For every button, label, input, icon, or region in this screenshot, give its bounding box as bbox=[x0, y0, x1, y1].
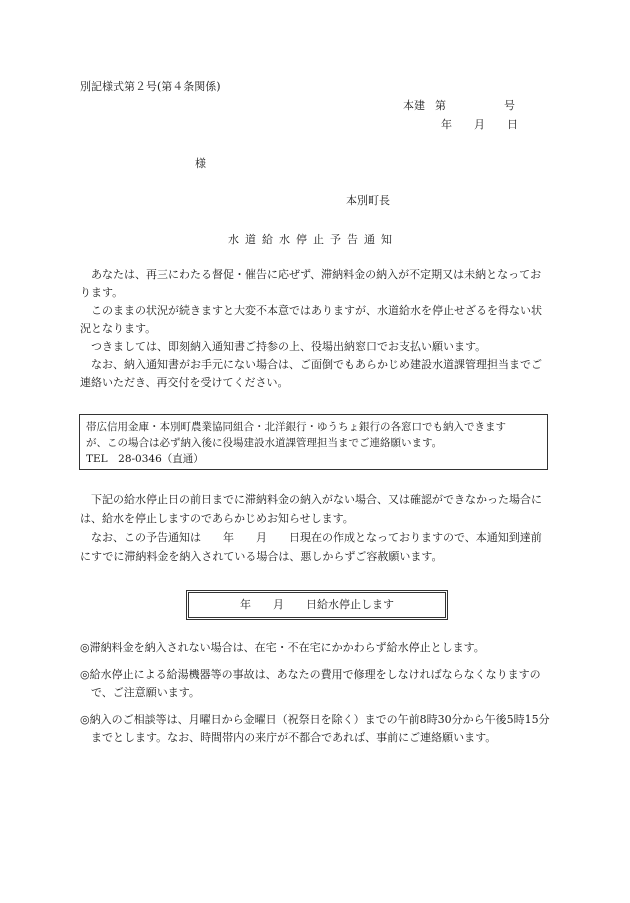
notice-section bbox=[80, 490, 550, 566]
form-label: 別記様式第２号(第４条関係) bbox=[80, 80, 221, 93]
intro-section bbox=[80, 266, 550, 392]
intro-paragraph: このままの状況が続きますと大変不本意ではありますが、水道給水を停止せざるを得ない状況となります。 bbox=[80, 304, 542, 335]
note-item: ◎給水停止による給湯機器等の事故は、あなたの費用で修理をしなければならなくなりますので、ご注意願います。 bbox=[80, 668, 541, 699]
intro-paragraph: つきましては、即刻納入通知書ご持参の上、役場出納窓口でお支払い願います。 bbox=[91, 340, 487, 353]
doc-number bbox=[403, 97, 515, 115]
sender: 本別町長 bbox=[346, 194, 390, 207]
document-title: 水道給水停止予告通知 bbox=[228, 233, 398, 246]
issue-date bbox=[441, 116, 518, 134]
contact-tel: TEL 28-0346（直通） bbox=[86, 453, 204, 465]
addressee: 様 bbox=[195, 157, 206, 170]
bank-line-1: 帯広信用金庫・本別町農業協同組合・北洋銀行・ゆうちょ銀行の各窓口でも納入できます bbox=[86, 421, 506, 433]
doc-number-prefix: 本建 bbox=[403, 99, 425, 112]
payment-locations-box bbox=[79, 414, 548, 470]
notice-paragraph: 下記の給水停止日の前日までに滞納料金の納入がない場合、又は確認ができなかった場合には、給水を停止しますのであらかじめお知らせします。 bbox=[80, 493, 542, 525]
stop-date-text: 年 月 日給水停止します bbox=[240, 598, 394, 611]
date-year: 年 bbox=[441, 118, 452, 131]
intro-paragraph: なお、納入通知書がお手元にない場合は、ご面倒でもあらかじめ建設水道課管理担当までご連絡いただき、再交付を受けてください。 bbox=[80, 358, 542, 389]
stop-date-box bbox=[186, 590, 448, 620]
date-month: 月 bbox=[474, 118, 485, 131]
intro-paragraph: あなたは、再三にわたる督促・催告に応ぜず、滞納料金の納入が不定期又は未納となっております。 bbox=[80, 268, 542, 299]
bank-line-2: が、この場合は必ず納入後に役場建設水道課管理担当までご連絡願います。 bbox=[86, 437, 443, 449]
date-day: 日 bbox=[507, 118, 518, 131]
notes-section bbox=[80, 639, 550, 747]
notice-paragraph: なお、この予告通知は 年 月 日現在の作成となっておりますので、本通知到達前にすでに滞納料金を納入されている場合は、悪しからずご容赦願います。 bbox=[80, 531, 542, 563]
doc-number-dai: 第 bbox=[435, 99, 446, 112]
note-item: ◎滞納料金を納入されない場合は、在宅・不在宅にかかわらず給水停止とします。 bbox=[80, 641, 485, 654]
note-item: ◎納入のご相談等は、月曜日から金曜日（祝祭日を除く）までの午前8時30分から午後5時15分までとします。なお、時間帯内の来庁が不都合であれば、事前にご連絡願います。 bbox=[80, 713, 550, 744]
doc-number-go: 号 bbox=[504, 99, 515, 112]
